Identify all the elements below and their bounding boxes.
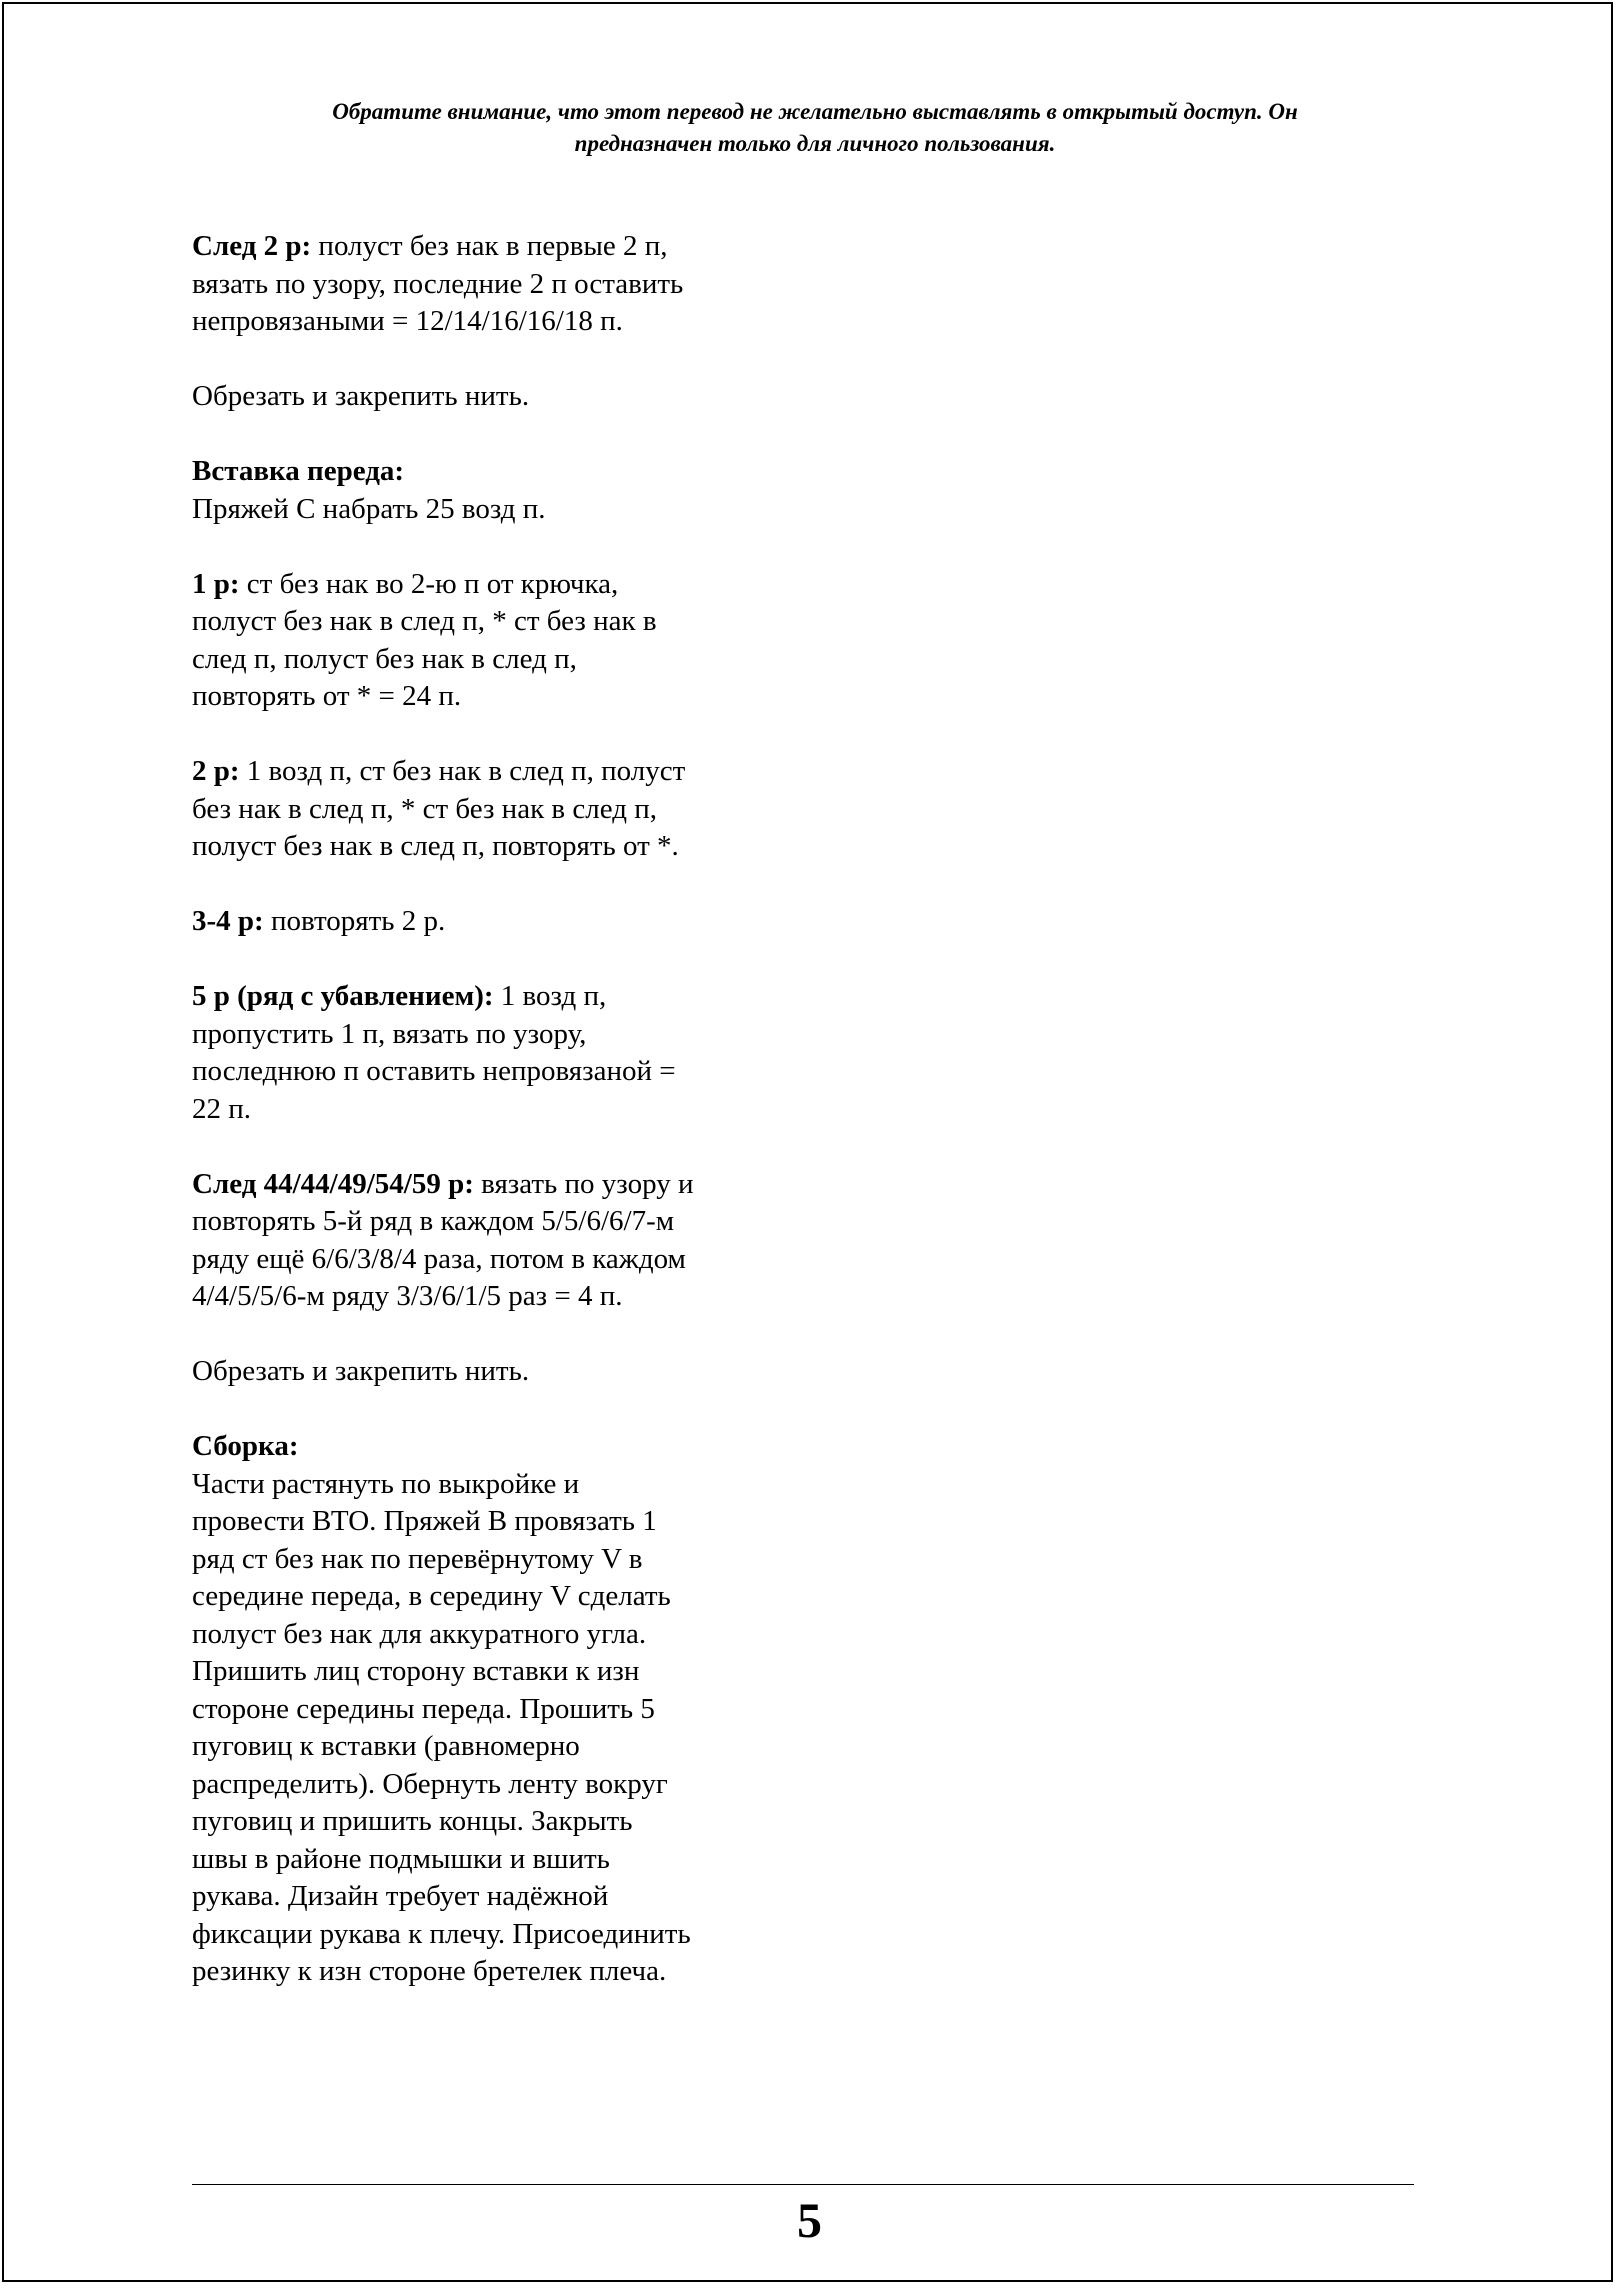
section-heading: Вставка переда: bbox=[192, 455, 405, 487]
paragraph-text: пуговиц и пришить концы. Закрыть bbox=[192, 1805, 633, 1837]
paragraph-row-2 bbox=[192, 753, 772, 866]
paragraph-text: середине переда, в середину V сделать bbox=[192, 1580, 671, 1612]
section-front-insert bbox=[192, 453, 772, 528]
paragraph-text: полуст без нак для аккуратного угла. bbox=[192, 1617, 647, 1650]
paragraph-text: ряд ст без нак по перевёрнутому V в bbox=[192, 1542, 643, 1575]
paragraph-text: 22 п. bbox=[192, 1092, 252, 1125]
paragraph-text: полуст без нак в первые 2 п, bbox=[311, 230, 668, 262]
row-label: 2 р: bbox=[192, 755, 240, 787]
paragraph-text: 4/4/5/5/6-м ряду 3/3/6/1/5 раз = 4 п. bbox=[192, 1280, 623, 1312]
paragraph-text: распределить). Обернуть ленту вокруг bbox=[192, 1767, 668, 1800]
paragraph-text: ряду ещё 6/6/3/8/4 раза, потом в каждом bbox=[192, 1242, 686, 1275]
paragraph-text: непровязаными = 12/14/16/16/18 п. bbox=[192, 305, 623, 337]
paragraph-text: повторять 5-й ряд в каждом 5/5/6/6/7-м bbox=[192, 1205, 675, 1237]
paragraph-text: полуст без нак в след п, * ст без нак в bbox=[192, 605, 657, 637]
paragraph-text: 1 возд п, bbox=[493, 980, 607, 1012]
paragraph-rows-3-4 bbox=[192, 903, 772, 941]
notice-line-2: предназначен только для личного пользования. bbox=[574, 131, 1056, 156]
paragraph-text: Обрезать и закрепить нить. bbox=[192, 1355, 530, 1387]
paragraph-text: последнюю п оставить непровязаной = bbox=[192, 1055, 676, 1087]
paragraph-row-1 bbox=[192, 566, 772, 716]
paragraph-text: вязать по узору и bbox=[473, 1167, 694, 1200]
row-label: 3-4 р: bbox=[192, 905, 264, 937]
document-body bbox=[192, 228, 772, 2028]
section-heading: Сборка: bbox=[192, 1430, 299, 1462]
row-label: След 2 р: bbox=[192, 230, 312, 262]
section-assembly bbox=[192, 1428, 772, 1991]
paragraph-text: фиксации рукава к плечу. Присоединить bbox=[192, 1917, 691, 1950]
paragraph-text: 1 возд п, ст без нак в след п, полуст bbox=[239, 755, 686, 787]
paragraph-text: резинку к изн стороне бретелек плеча. bbox=[192, 1955, 667, 1987]
paragraph-text: повторять от * = 24 п. bbox=[192, 680, 462, 712]
paragraph-text: Части растянуть по выкройке и bbox=[192, 1467, 580, 1500]
paragraph-text: повторять 2 р. bbox=[263, 905, 446, 937]
paragraph-text: Пряжей С набрать 25 возд п. bbox=[192, 492, 546, 525]
paragraph-text: полуст без нак в след п, повторять от *. bbox=[192, 830, 679, 862]
paragraph-text: пуговиц к вставки (равномерно bbox=[192, 1730, 580, 1762]
paragraph-text: пропустить 1 п, вязать по узору, bbox=[192, 1017, 587, 1050]
footer-divider bbox=[192, 2184, 1414, 2185]
paragraph-text: без нак в след п, * ст без нак в след п, bbox=[192, 792, 657, 825]
row-label: 5 р (ряд с убавлением): bbox=[192, 980, 494, 1012]
row-label: След 44/44/49/54/59 р: bbox=[192, 1167, 474, 1200]
paragraph-text: ст без нак во 2-ю п от крючка, bbox=[239, 567, 619, 600]
page-number: 5 bbox=[797, 2192, 822, 2248]
paragraph-text: Пришить лиц сторону вставки к изн bbox=[192, 1655, 640, 1687]
paragraph-fasten-off bbox=[192, 378, 772, 416]
paragraph-next-2-rows bbox=[192, 228, 772, 341]
paragraph-fasten-off-2 bbox=[192, 1353, 772, 1391]
paragraph-next-rows bbox=[192, 1166, 772, 1316]
paragraph-text: след п, полуст без нак в след п, bbox=[192, 642, 577, 675]
row-label: 1 р: bbox=[192, 567, 240, 600]
paragraph-text: рукава. Дизайн требует надёжной bbox=[192, 1880, 609, 1912]
paragraph-text: Обрезать и закрепить нить. bbox=[192, 380, 530, 412]
copyright-notice bbox=[190, 96, 1440, 160]
paragraph-text: вязать по узору, последние 2 п оставить bbox=[192, 267, 684, 300]
notice-line-1: Обратите внимание, что этот перевод не желательно выставлять в открытый доступ. Он bbox=[332, 99, 1298, 124]
paragraph-text: провести ВТО. Пряжей В провязать 1 bbox=[192, 1505, 657, 1537]
paragraph-text: стороне середины переда. Прошить 5 bbox=[192, 1692, 655, 1725]
paragraph-text: швы в районе подмышки и вшить bbox=[192, 1842, 610, 1875]
paragraph-row-5-decrease bbox=[192, 978, 772, 1128]
